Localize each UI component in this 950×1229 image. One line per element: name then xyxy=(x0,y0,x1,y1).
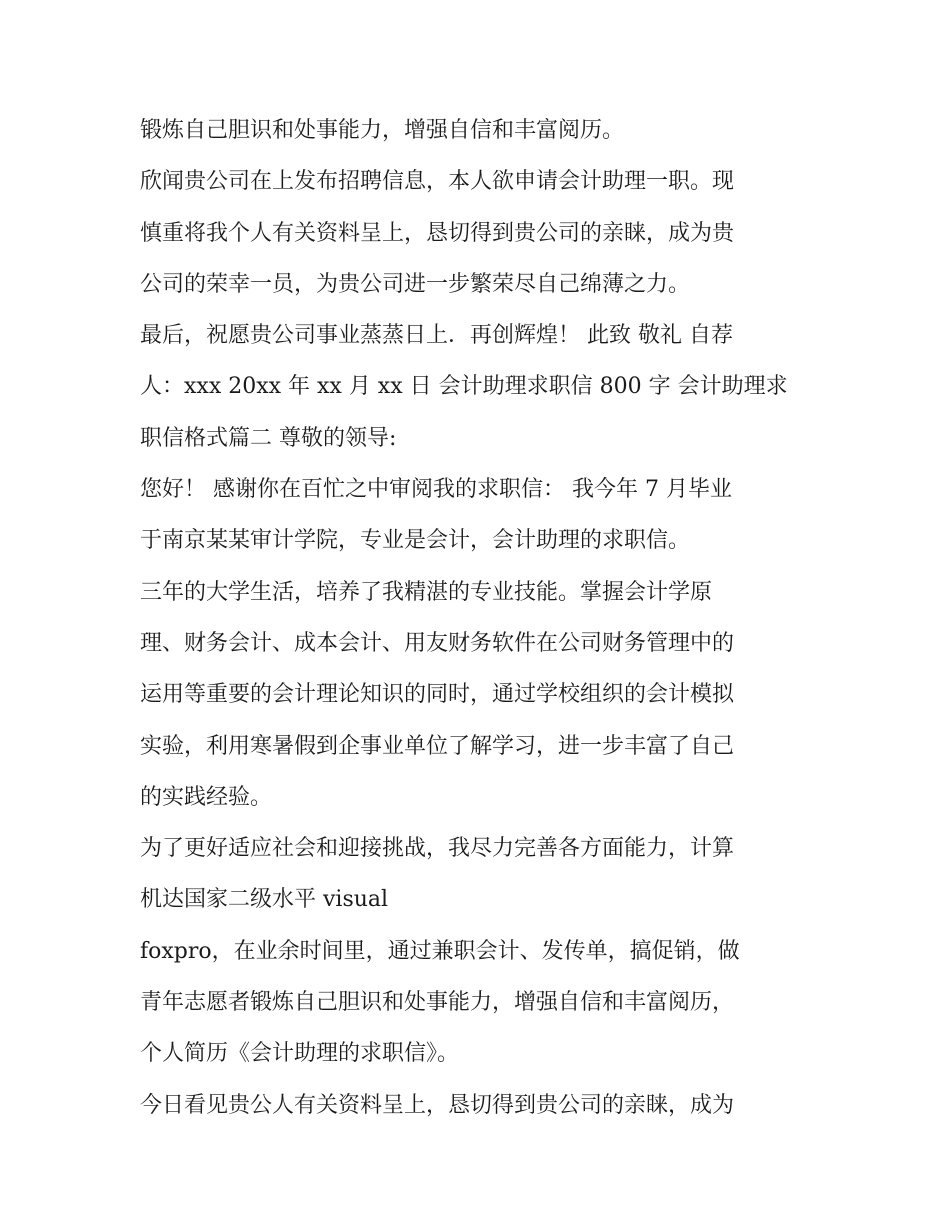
text-line: 慎重将我个人有关资料呈上，恳切得到贵公司的亲睐，成为贵 xyxy=(140,220,735,246)
text-line: 青年志愿者锻炼自己胆识和处事能力，增强自信和丰富阅历， xyxy=(140,990,735,1016)
text-line: 欣闻贵公司在上发布招聘信息，本人欲申请会计助理一职。现 xyxy=(140,169,735,195)
text-line: 于南京某某审计学院，专业是会计，会计助理的求职信。 xyxy=(140,528,691,554)
document-body xyxy=(140,105,820,1131)
text-line: 职信格式篇二 尊敬的领导: xyxy=(140,425,397,451)
text-line: 锻炼自己胆识和处事能力，增强自信和丰富阅历。 xyxy=(140,118,625,143)
text-line: 人：xxx 20xx 年 xx 月 xx 日 会计助理求职信 800 字 会计助理求 xyxy=(140,374,788,400)
text-line: 的实践经验。 xyxy=(140,784,273,810)
text-line: 实验，利用寒暑假到企事业单位了解学习，进一步丰富了自己 xyxy=(140,733,735,759)
text-line: foxpro，在业余时间里，通过兼职会计、发传单，搞促销，做 xyxy=(140,938,740,964)
text-line: 三年的大学生活，培养了我精湛的专业技能。掌握会计学原 xyxy=(140,579,713,605)
text-line: 为了更好适应社会和迎接挑战，我尽力完善各方面能力，计算 xyxy=(140,836,735,862)
text-line: 公司的荣幸一员，为贵公司进一步繁荣尽自己绵薄之力。 xyxy=(140,271,691,297)
text-line: 最后，祝愿贵公司事业蒸蒸日上．再创辉煌！ 此致 敬礼 自荐 xyxy=(140,323,733,349)
text-line: 机达国家二级水平 visual xyxy=(140,887,389,913)
text-line: 今日看见贵公人有关资料呈上，恳切得到贵公司的亲睐，成为 xyxy=(140,1092,735,1118)
text-line: 个人简历《会计助理的求职信》。 xyxy=(140,1041,460,1067)
text-line: 运用等重要的会计理论知识的同时，通过学校组织的会计模拟 xyxy=(140,682,735,708)
text-line: 理、财务会计、成本会计、用友财务软件在公司财务管理中的 xyxy=(140,630,735,656)
text-line: 您好！ 感谢你在百忙之中审阅我的求职信： 我今年 7 月毕业 xyxy=(140,477,732,503)
